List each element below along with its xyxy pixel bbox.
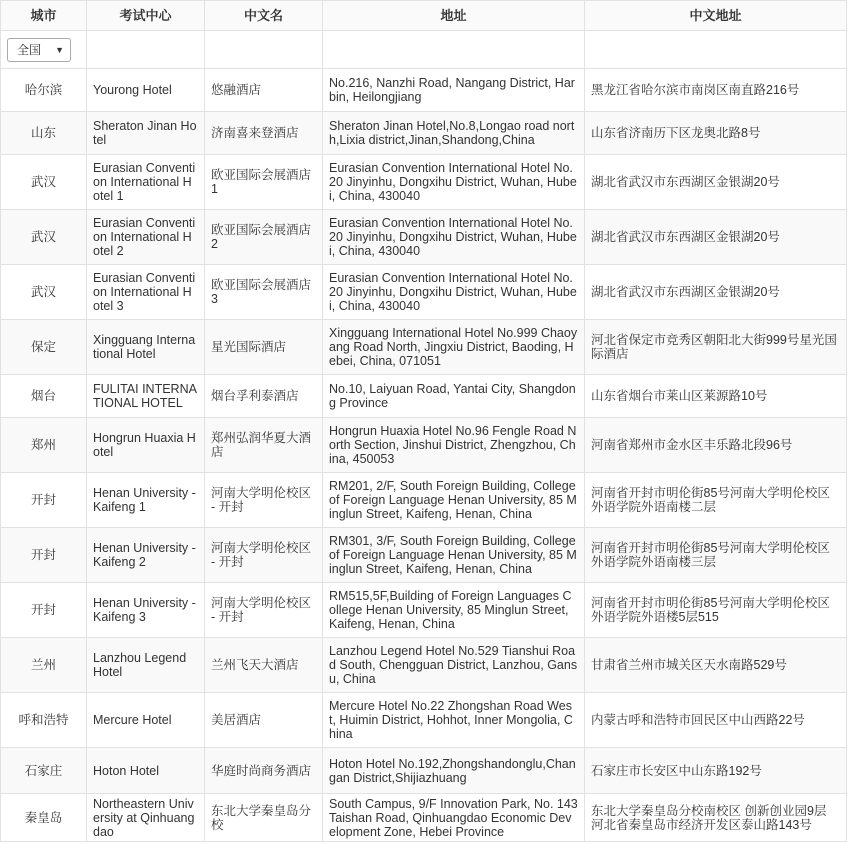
cell-address-cn: 河南省开封市明伦街85号河南大学明伦校区外语学院外语南楼三层	[585, 528, 847, 583]
table-row	[1, 210, 847, 265]
city-filter-select[interactable]	[7, 38, 71, 62]
cell-center: Mercure Hotel	[87, 693, 205, 748]
cell-address: No.216, Nanzhi Road, Nangang District, Harbin, Heilongjiang	[323, 69, 585, 112]
filter-cell-empty	[585, 31, 847, 69]
cell-address: Lanzhou Legend Hotel No.529 Tianshui Road South, Chengguan District, Lanzhou, Gansu, China	[323, 638, 585, 693]
cell-name-cn: 烟台孚利泰酒店	[205, 375, 323, 418]
cell-city: 秦皇岛	[1, 794, 87, 842]
cell-center: Northeastern University at Qinhuangdao	[87, 794, 205, 842]
cell-city: 武汉	[1, 155, 87, 210]
table-row	[1, 265, 847, 320]
table-row	[1, 155, 847, 210]
table-row	[1, 693, 847, 748]
cell-city: 哈尔滨	[1, 69, 87, 112]
cell-center: Lanzhou Legend Hotel	[87, 638, 205, 693]
cell-address: Eurasian Convention International Hotel No. 20 Jinyinhu, Dongxihu District, Wuhan, Hubei, China, 430040	[323, 265, 585, 320]
cell-address-cn: 东北大学秦皇岛分校南校区 创新创业园9层 河北省秦皇岛市经济开发区泰山路143号	[585, 794, 847, 842]
filter-row	[1, 31, 847, 69]
dropdown-arrow-icon: ▼	[55, 44, 64, 55]
cell-address-cn: 湖北省武汉市东西湖区金银湖20号	[585, 265, 847, 320]
cell-name-cn: 华庭时尚商务酒店	[205, 748, 323, 794]
cell-address-cn: 甘肃省兰州市城关区天水南路529号	[585, 638, 847, 693]
cell-city: 呼和浩特	[1, 693, 87, 748]
header-row	[1, 1, 847, 31]
cell-city: 开封	[1, 528, 87, 583]
cell-name-cn: 欧亚国际会展酒店3	[205, 265, 323, 320]
table-row	[1, 583, 847, 638]
cell-address-cn: 内蒙古呼和浩特市回民区中山西路22号	[585, 693, 847, 748]
cell-address: South Campus, 9/F Innovation Park, No. 143 Taishan Road, Qinhuangdao Economic Development Zone, Hebei Province	[323, 794, 585, 842]
cell-city: 山东	[1, 112, 87, 155]
cell-city: 兰州	[1, 638, 87, 693]
cell-address: Mercure Hotel No.22 Zhongshan Road West, Huimin District, Hohhot, Inner Mongolia, China	[323, 693, 585, 748]
cell-address: RM515,5F,Building of Foreign Languages College Henan University, 85 Minglun Street, Kaifeng, Henan, China	[323, 583, 585, 638]
header-name-cn: 中文名	[205, 1, 323, 31]
cell-address-cn: 山东省济南历下区龙奥北路8号	[585, 112, 847, 155]
cell-address-cn: 石家庄市长安区中山东路192号	[585, 748, 847, 794]
cell-address: RM301, 3/F, South Foreign Building, College of Foreign Language Henan University, 85 Minglun Street, Kaifeng, Henan, China	[323, 528, 585, 583]
cell-address: Eurasian Convention International Hotel No. 20 Jinyinhu, Dongxihu District, Wuhan, Hubei, China, 430040	[323, 155, 585, 210]
filter-cell-empty	[323, 31, 585, 69]
cell-name-cn: 星光国际酒店	[205, 320, 323, 375]
cell-address-cn: 河南省开封市明伦街85号河南大学明伦校区外语学院外语楼5层515	[585, 583, 847, 638]
cell-address: RM201, 2/F, South Foreign Building, College of Foreign Language Henan University, 85 Minglun Street, Kaifeng, Henan, China	[323, 473, 585, 528]
cell-name-cn: 欧亚国际会展酒店1	[205, 155, 323, 210]
filter-cell-city	[1, 31, 87, 69]
cell-name-cn: 东北大学秦皇岛分校	[205, 794, 323, 842]
cell-address-cn: 黑龙江省哈尔滨市南岗区南直路216号	[585, 69, 847, 112]
cell-address-cn: 河南省郑州市金水区丰乐路北段96号	[585, 418, 847, 473]
cell-center: Yourong Hotel	[87, 69, 205, 112]
cell-address: Xingguang International Hotel No.999 Chaoyang Road North, Jingxiu District, Baoding, Hebei, China, 071051	[323, 320, 585, 375]
cell-city: 武汉	[1, 210, 87, 265]
cell-address: Hoton Hotel No.192,Zhongshandonglu,Changan District,Shijiazhuang	[323, 748, 585, 794]
cell-name-cn: 欧亚国际会展酒店2	[205, 210, 323, 265]
city-filter-value: 全国	[17, 42, 42, 57]
cell-city: 烟台	[1, 375, 87, 418]
cell-center: Sheraton Jinan Hotel	[87, 112, 205, 155]
cell-city: 保定	[1, 320, 87, 375]
cell-address-cn: 湖北省武汉市东西湖区金银湖20号	[585, 155, 847, 210]
table-row	[1, 375, 847, 418]
cell-name-cn: 郑州弘润华夏大酒店	[205, 418, 323, 473]
table-row	[1, 528, 847, 583]
table-row	[1, 473, 847, 528]
table-row	[1, 418, 847, 473]
cell-center: Henan University - Kaifeng 1	[87, 473, 205, 528]
cell-city: 石家庄	[1, 748, 87, 794]
cell-address-cn: 河北省保定市竞秀区朝阳北大街999号星光国际酒店	[585, 320, 847, 375]
cell-name-cn: 兰州飞天大酒店	[205, 638, 323, 693]
cell-center: Henan University - Kaifeng 2	[87, 528, 205, 583]
cell-address: Sheraton Jinan Hotel,No.8,Longao road north,Lixia district,Jinan,Shandong,China	[323, 112, 585, 155]
filter-cell-empty	[205, 31, 323, 69]
cell-city: 郑州	[1, 418, 87, 473]
cell-name-cn: 悠融酒店	[205, 69, 323, 112]
header-address-cn: 中文地址	[585, 1, 847, 31]
cell-center: Hoton Hotel	[87, 748, 205, 794]
cell-center: Henan University - Kaifeng 3	[87, 583, 205, 638]
cell-address: Eurasian Convention International Hotel No. 20 Jinyinhu, Dongxihu District, Wuhan, Hubei, China, 430040	[323, 210, 585, 265]
cell-city: 开封	[1, 583, 87, 638]
cell-name-cn: 河南大学明伦校区 - 开封	[205, 528, 323, 583]
header-city: 城市	[1, 1, 87, 31]
cell-name-cn: 美居酒店	[205, 693, 323, 748]
header-address: 地址	[323, 1, 585, 31]
cell-center: FULITAI INTERNATIONAL HOTEL	[87, 375, 205, 418]
table-row	[1, 638, 847, 693]
cell-address-cn: 湖北省武汉市东西湖区金银湖20号	[585, 210, 847, 265]
cell-name-cn: 济南喜来登酒店	[205, 112, 323, 155]
cell-address: Hongrun Huaxia Hotel No.96 Fengle Road North Section, Jinshui District, Zhengzhou, China, 450053	[323, 418, 585, 473]
cell-address: No.10, Laiyuan Road, Yantai City, Shangdong Province	[323, 375, 585, 418]
cell-center: Hongrun Huaxia Hotel	[87, 418, 205, 473]
cell-center: Eurasian Convention International Hotel 2	[87, 210, 205, 265]
header-center: 考试中心	[87, 1, 205, 31]
table-row	[1, 748, 847, 794]
cell-city: 开封	[1, 473, 87, 528]
cell-center: Eurasian Convention International Hotel 3	[87, 265, 205, 320]
cell-address-cn: 河南省开封市明伦街85号河南大学明伦校区外语学院外语南楼二层	[585, 473, 847, 528]
cell-center: Xingguang International Hotel	[87, 320, 205, 375]
cell-name-cn: 河南大学明伦校区 - 开封	[205, 473, 323, 528]
cell-name-cn: 河南大学明伦校区 - 开封	[205, 583, 323, 638]
table-row	[1, 112, 847, 155]
table-row	[1, 320, 847, 375]
cell-address-cn: 山东省烟台市莱山区莱源路10号	[585, 375, 847, 418]
table-row	[1, 69, 847, 112]
table-row	[1, 794, 847, 842]
cell-city: 武汉	[1, 265, 87, 320]
cell-center: Eurasian Convention International Hotel 1	[87, 155, 205, 210]
filter-cell-empty	[87, 31, 205, 69]
